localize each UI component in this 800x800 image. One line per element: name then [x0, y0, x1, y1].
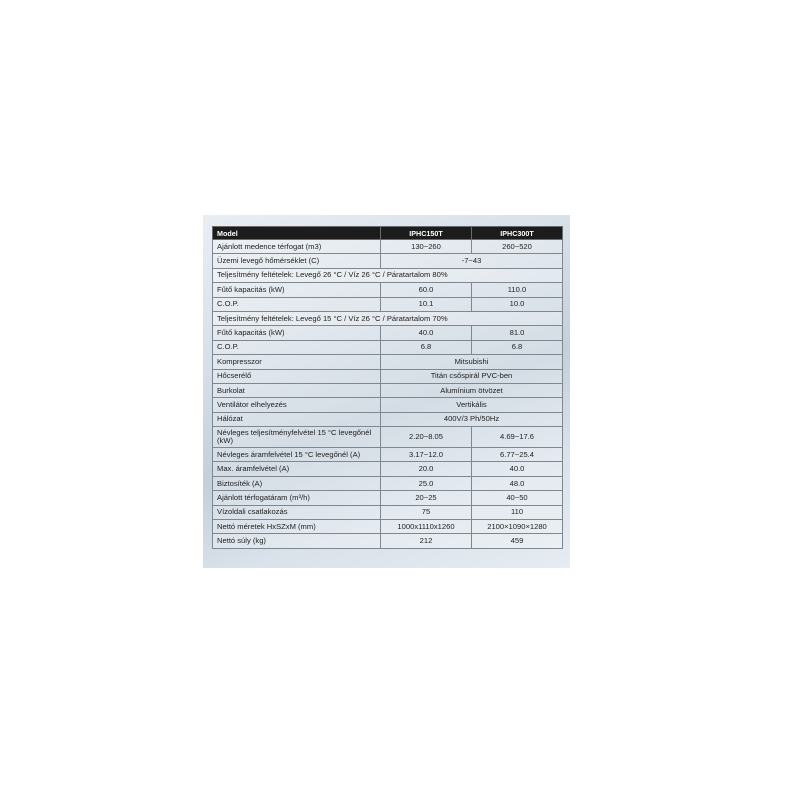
row-label: Max. áramfelvétel (A) [213, 462, 381, 476]
table-row [213, 268, 563, 282]
table-row [213, 448, 563, 462]
row-label: Nettó méretek HxSZxM (mm) [213, 520, 381, 534]
row-value-iphc150t: 20.0 [381, 462, 472, 476]
row-label: Ventilátor elhelyezés [213, 398, 381, 412]
table-row [213, 427, 563, 448]
row-label: C.O.P. [213, 340, 381, 354]
table-row [213, 283, 563, 297]
row-value-iphc300t: 6.8 [472, 340, 563, 354]
row-label: Fűtő kapacitás (kW) [213, 326, 381, 340]
table-row [213, 476, 563, 490]
spec-sheet-panel [203, 215, 570, 568]
table-row [213, 369, 563, 383]
header-iphc300t: IPHC300T [472, 227, 563, 240]
row-value-shared: Vertikális [381, 398, 563, 412]
row-value-iphc150t: 6.8 [381, 340, 472, 354]
row-value-iphc300t: 6.77~25.4 [472, 448, 563, 462]
table-row [213, 520, 563, 534]
table-row [213, 398, 563, 412]
row-label: Fűtő kapacitás (kW) [213, 283, 381, 297]
table-row [213, 311, 563, 325]
row-label: Biztosíték (A) [213, 476, 381, 490]
row-label: Névleges áramfelvétel 15 °C levegőnél (A) [213, 448, 381, 462]
row-label: Hálózat [213, 412, 381, 426]
table-row [213, 254, 563, 268]
row-value-iphc300t: 10.0 [472, 297, 563, 311]
row-label: Burkolat [213, 383, 381, 397]
row-value-shared: -7~43 [381, 254, 563, 268]
row-value-iphc150t: 25.0 [381, 476, 472, 490]
row-label: Üzemi levegő hőmérséklet (C) [213, 254, 381, 268]
table-row [213, 383, 563, 397]
row-value-iphc150t: 10.1 [381, 297, 472, 311]
row-value-iphc300t: 40.0 [472, 462, 563, 476]
row-value-iphc300t: 110.0 [472, 283, 563, 297]
row-label: Névleges teljesítményfelvétel 15 °C levegőnél (kW) [213, 427, 381, 448]
table-row [213, 412, 563, 426]
table-row [213, 462, 563, 476]
row-value-iphc300t: 81.0 [472, 326, 563, 340]
table-row [213, 340, 563, 354]
row-value-iphc300t: 2100×1090×1280 [472, 520, 563, 534]
table-header-row [213, 227, 563, 240]
row-value-iphc150t: 212 [381, 534, 472, 548]
row-value-iphc150t: 3.17~12.0 [381, 448, 472, 462]
row-value-shared: 400V/3 Ph/50Hz [381, 412, 563, 426]
row-value-iphc300t: 4.69~17.6 [472, 427, 563, 448]
table-row [213, 326, 563, 340]
table-row [213, 240, 563, 254]
row-label: Ajánlott medence térfogat (m3) [213, 240, 381, 254]
table-row [213, 491, 563, 505]
row-value-iphc300t: 260~520 [472, 240, 563, 254]
row-value-iphc150t: 20~25 [381, 491, 472, 505]
condition-row-label: Teljesítmény feltételek: Levegő 15 °C / Víz 26 °C / Páratartalom 70% [213, 311, 563, 325]
row-value-iphc300t: 110 [472, 505, 563, 519]
row-value-iphc150t: 40.0 [381, 326, 472, 340]
row-label: Kompresszor [213, 355, 381, 369]
row-value-iphc300t: 459 [472, 534, 563, 548]
table-row [213, 355, 563, 369]
row-value-iphc300t: 40~50 [472, 491, 563, 505]
header-model: Model [213, 227, 381, 240]
row-label: C.O.P. [213, 297, 381, 311]
row-value-iphc150t: 130~260 [381, 240, 472, 254]
header-iphc150t: IPHC150T [381, 227, 472, 240]
table-body [213, 240, 563, 549]
row-value-iphc150t: 1000x1110x1260 [381, 520, 472, 534]
row-label: Nettó súly (kg) [213, 534, 381, 548]
row-value-iphc150t: 60.0 [381, 283, 472, 297]
condition-row-label: Teljesítmény feltételek: Levegő 26 °C / Víz 26 °C / Páratartalom 80% [213, 268, 563, 282]
spec-table [212, 226, 563, 549]
table-row [213, 505, 563, 519]
row-label: Vízoldali csatlakozás [213, 505, 381, 519]
row-value-shared: Mitsubishi [381, 355, 563, 369]
table-row [213, 297, 563, 311]
row-value-iphc150t: 75 [381, 505, 472, 519]
row-label: Ajánlott térfogatáram (m³/h) [213, 491, 381, 505]
row-value-shared: Alumínium ötvözet [381, 383, 563, 397]
row-value-iphc150t: 2.20~8.05 [381, 427, 472, 448]
row-value-shared: Titán csőspirál PVC-ben [381, 369, 563, 383]
row-label: Hőcserélő [213, 369, 381, 383]
table-row [213, 534, 563, 548]
row-value-iphc300t: 48.0 [472, 476, 563, 490]
